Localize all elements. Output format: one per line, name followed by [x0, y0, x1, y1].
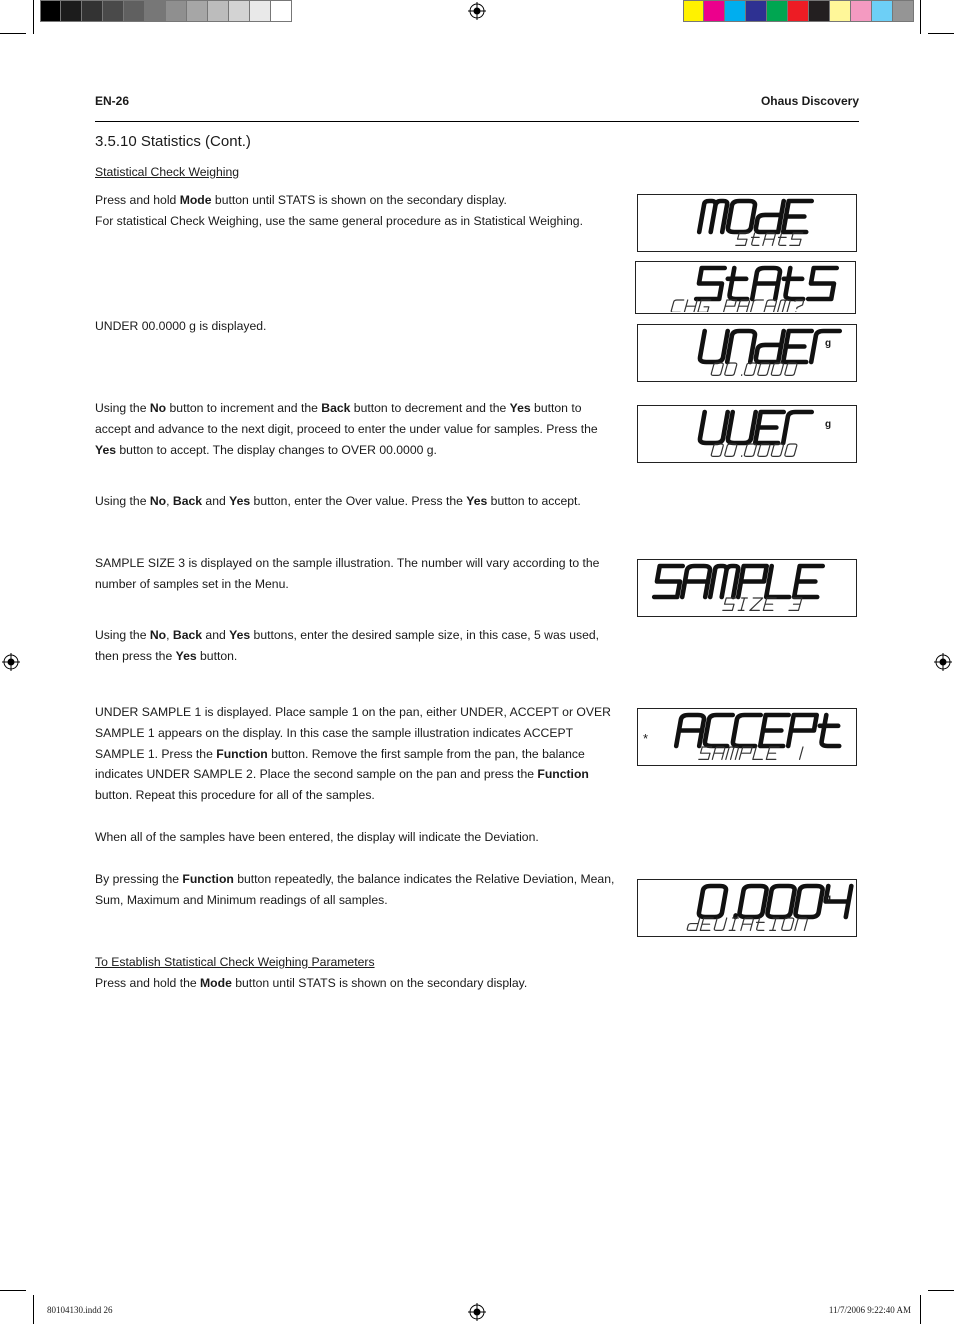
grayscale-color-bar [40, 0, 292, 22]
lcd-glyph [755, 412, 784, 443]
lcd-glyph [699, 331, 728, 362]
color-swatch [250, 0, 271, 22]
text-run: and [202, 494, 230, 508]
lcd-display-accept [637, 708, 857, 766]
lcd-glyph [764, 300, 777, 312]
subsection-heading: Statistical Check Weighing [95, 165, 240, 179]
unit-label: g [825, 419, 832, 430]
color-swatch [187, 0, 208, 22]
lcd-glyph [788, 715, 817, 746]
lcd-main-glyphs [699, 201, 812, 232]
lcd-glyph [766, 747, 779, 759]
file-slug: 80104130.indd 26 [47, 1305, 113, 1315]
section-title: 3.5.10 Statistics (Cont.) [95, 133, 251, 150]
lcd-glyph [712, 747, 725, 759]
lcd-glyph [763, 233, 776, 245]
color-swatch [830, 0, 851, 22]
lcd-glyph [676, 715, 705, 746]
lcd-glyph [736, 233, 749, 245]
lcd-glyph [800, 747, 803, 759]
lcd-glyph [727, 201, 756, 232]
button-name-back: Back [321, 401, 351, 415]
lcd-glyph [781, 918, 794, 930]
lcd-main-glyphs [676, 715, 845, 746]
lcd-display-mode [637, 194, 857, 252]
subsection-heading: To Establish Statistical Check Weighing Parameters [95, 955, 375, 969]
lcd-glyph [776, 233, 789, 245]
text-run: button to accept. The display changes to OVER 00.0000 g. [116, 442, 437, 457]
lcd-glyph [795, 918, 808, 930]
lcd-sub-glyphs [687, 918, 808, 930]
crop-mark [0, 33, 26, 34]
text-run: By pressing the [95, 872, 183, 886]
text-run: button to decrement and the [350, 401, 510, 415]
lcd-glyph [755, 331, 784, 362]
registration-mark-icon [934, 653, 952, 671]
button-name-function: Function [216, 746, 268, 761]
lcd-sub-glyphs [711, 363, 797, 375]
instruction-paragraph [95, 625, 620, 667]
lcd-glyph [699, 412, 728, 443]
lcd-segments [638, 709, 855, 764]
lcd-glyph [753, 747, 766, 759]
lcd-glyph [737, 300, 750, 312]
button-name-function: Function [182, 872, 234, 886]
instruction-paragraph [95, 952, 620, 994]
lcd-glyph [729, 918, 738, 930]
lcd-glyph [792, 300, 804, 312]
color-swatch [208, 0, 229, 22]
color-swatch [271, 0, 292, 22]
lcd-glyph [724, 444, 737, 456]
color-swatch [704, 0, 725, 22]
lcd-sub-glyphs [736, 233, 803, 245]
color-swatch [746, 0, 767, 22]
lcd-glyph [726, 747, 739, 759]
text-run: , [166, 494, 173, 508]
color-swatch [124, 0, 145, 22]
lcd-main-glyphs [699, 331, 840, 362]
button-name-back: Back [172, 494, 203, 508]
lcd-main-glyphs [654, 566, 823, 597]
button-name-mode: Mode [179, 193, 212, 207]
lcd-display-sample [637, 559, 857, 617]
text-run: button to accept. [487, 494, 581, 508]
process-color-bar [683, 0, 914, 22]
lcd-display-deviation [637, 879, 857, 937]
lcd-glyph [755, 201, 784, 232]
lcd-glyph [795, 886, 824, 917]
lcd-glyph [739, 747, 752, 759]
lcd-glyph [696, 268, 725, 299]
lcd-sub-glyphs [711, 444, 797, 456]
lcd-segments [638, 195, 855, 250]
crop-mark [928, 33, 954, 34]
lcd-segments [638, 406, 855, 461]
button-name-no: No [149, 401, 167, 415]
lcd-main-glyphs [699, 412, 812, 443]
lcd-glyph [783, 412, 812, 443]
stability-indicator-icon: * [643, 731, 649, 746]
lcd-glyph [749, 233, 762, 245]
unit-label: g [825, 893, 832, 904]
lcd-sub-glyphs [671, 300, 804, 312]
text-run: UNDER SAMPLE 1 is displayed. Place sample 1 on the pan, either UNDER, ACCEPT or OVER SAMPLE 1 appears on the display. In this case the sample illustration indicates ACCEPT SAMPLE 1. Press the [95, 705, 611, 761]
text-run: button until STATS is shown on the secondary display. [211, 193, 507, 207]
lcd-glyph [771, 363, 784, 375]
color-swatch [166, 0, 187, 22]
lcd-glyph [727, 331, 756, 362]
button-name-no: No [149, 494, 167, 508]
lcd-glyph [741, 918, 754, 930]
color-swatch [893, 0, 914, 22]
lcd-glyph [738, 598, 747, 610]
text-run: Using the [95, 628, 150, 642]
lcd-glyph [711, 444, 724, 456]
lcd-glyph [752, 268, 781, 299]
text-run: button until STATS is shown on the secondary display. [231, 975, 528, 990]
lcd-glyph [750, 598, 763, 610]
registration-mark-icon [2, 653, 20, 671]
lcd-sub-glyphs [723, 598, 802, 610]
crop-mark [928, 1290, 954, 1291]
lcd-glyph [784, 363, 797, 375]
lcd-glyph [699, 201, 728, 232]
button-name-mode: Mode [200, 975, 232, 990]
text-run: button to increment and the [166, 401, 322, 415]
lcd-glyph [750, 300, 763, 312]
text-run: button. Remove the first sample from the pan, the balance indicates UNDER SAMPLE 2. Place the second sample on the pan and press the [95, 746, 585, 782]
lcd-main-glyphs [696, 268, 837, 299]
color-swatch [145, 0, 166, 22]
lcd-glyph [763, 598, 776, 610]
lcd-glyph [714, 918, 727, 930]
lcd-glyph [771, 444, 784, 456]
button-name-yes: Yes [509, 401, 531, 415]
lcd-glyph [727, 412, 756, 443]
running-header-product: Ohaus Discovery [760, 94, 859, 108]
instruction-paragraph [95, 398, 620, 460]
button-name-no: No [149, 628, 167, 642]
crop-mark [33, 1295, 34, 1324]
lcd-glyph [767, 886, 796, 917]
button-name-yes: Yes [229, 494, 251, 508]
lcd-glyph [654, 566, 683, 597]
instruction-paragraph: When all of the samples have been entered, the display will indicate the Deviation. [95, 830, 539, 844]
lcd-glyph [710, 566, 739, 597]
lcd-glyph [732, 715, 761, 746]
instruction-paragraph: UNDER 00.0000 g is displayed. [95, 319, 267, 333]
lcd-segments [638, 880, 855, 935]
registration-mark-icon [468, 2, 486, 20]
lcd-glyph [757, 363, 770, 375]
lcd-segments [636, 262, 854, 312]
color-swatch [788, 0, 809, 22]
color-swatch [851, 0, 872, 22]
lcd-glyph [687, 918, 700, 930]
lcd-glyph [698, 300, 711, 312]
lcd-glyph [723, 598, 736, 610]
lcd-display-over [637, 405, 857, 463]
lcd-glyph [682, 566, 711, 597]
print-timestamp: 11/7/2006 9:22:40 AM [828, 1305, 911, 1315]
instruction-paragraph [95, 702, 620, 806]
color-swatch [809, 0, 830, 22]
text-run: buttons, enter the desired sample size, in this case, 5 was used, then press the [95, 628, 600, 663]
lcd-display-stats [635, 261, 856, 314]
button-name-yes: Yes [95, 442, 117, 457]
registration-mark-icon [468, 1303, 486, 1321]
text-run: and [202, 628, 230, 642]
text-run: button repeatedly, the balance indicates the Relative Deviation, Mean, Sum, Maximum and Minimum readings of all samples. [95, 872, 615, 907]
lcd-glyph [757, 444, 770, 456]
text-run: For statistical Check Weighing, use the same general procedure as in Statistical Weighing. [95, 213, 583, 228]
instruction-paragraph [95, 869, 620, 911]
instruction-paragraph [95, 190, 620, 232]
lcd-glyph [816, 715, 845, 746]
text-run: Using the [95, 494, 150, 508]
text-run: button to accept and advance to the next digit, proceed to enter the under value for samples. Press the [95, 401, 598, 436]
lcd-glyph [684, 300, 697, 312]
button-name-function: Function [537, 767, 589, 782]
lcd-glyph [724, 268, 753, 299]
lcd-glyph [699, 747, 712, 759]
text-run: Press and hold the [95, 975, 201, 990]
lcd-glyph [723, 300, 736, 312]
lcd-glyph [790, 233, 803, 245]
lcd-glyph [766, 566, 795, 597]
unit-label: g [825, 338, 832, 349]
color-swatch [872, 0, 893, 22]
button-name-yes: Yes [466, 494, 488, 508]
lcd-glyph [777, 300, 790, 312]
lcd-glyph [744, 444, 757, 456]
lcd-glyph [744, 363, 757, 375]
lcd-glyph [671, 300, 684, 312]
lcd-glyph [780, 268, 809, 299]
text-run: Press and hold [95, 193, 180, 207]
color-swatch [229, 0, 250, 22]
lcd-glyph [760, 715, 789, 746]
header-rule [95, 121, 859, 122]
lcd-glyph [783, 331, 812, 362]
lcd-glyph [784, 444, 797, 456]
lcd-sub-glyphs [699, 747, 803, 759]
page-number: EN-26 [95, 94, 130, 108]
color-swatch [103, 0, 124, 22]
text-run: , [166, 628, 173, 642]
lcd-segments [638, 560, 855, 615]
lcd-glyph [808, 268, 837, 299]
lcd-glyph [724, 363, 737, 375]
lcd-glyph [783, 201, 812, 232]
lcd-glyph [700, 918, 713, 930]
color-swatch [61, 0, 82, 22]
lcd-glyph [711, 363, 724, 375]
lcd-glyph [770, 918, 779, 930]
crop-mark [920, 1295, 921, 1324]
instruction-paragraph: SAMPLE SIZE 3 is displayed on the sample illustration. The number will vary according to the number of samples set in the Menu. [95, 556, 600, 591]
text-run: button, enter the Over value. Press the [250, 494, 467, 508]
lcd-glyph [789, 598, 802, 610]
lcd-glyph [738, 566, 767, 597]
text-run: button. [196, 648, 238, 663]
button-name-yes: Yes [175, 648, 197, 663]
lcd-glyph [704, 715, 733, 746]
instruction-paragraph [95, 491, 620, 512]
lcd-glyph [739, 886, 768, 917]
text-run: button. Repeat this procedure for all of the samples. [95, 788, 375, 803]
color-swatch [725, 0, 746, 22]
button-name-back: Back [172, 628, 203, 642]
crop-mark [0, 1290, 26, 1291]
lcd-glyph [794, 566, 823, 597]
text-run: Using the [95, 401, 150, 415]
button-name-yes: Yes [229, 628, 251, 642]
crop-mark [920, 0, 921, 34]
color-swatch [82, 0, 103, 22]
lcd-glyph [754, 918, 767, 930]
color-swatch [683, 0, 704, 22]
color-swatch [40, 0, 61, 22]
lcd-display-under [637, 324, 857, 382]
crop-mark [33, 0, 34, 34]
lcd-segments [638, 325, 855, 380]
lcd-glyph [698, 886, 727, 917]
color-swatch [767, 0, 788, 22]
